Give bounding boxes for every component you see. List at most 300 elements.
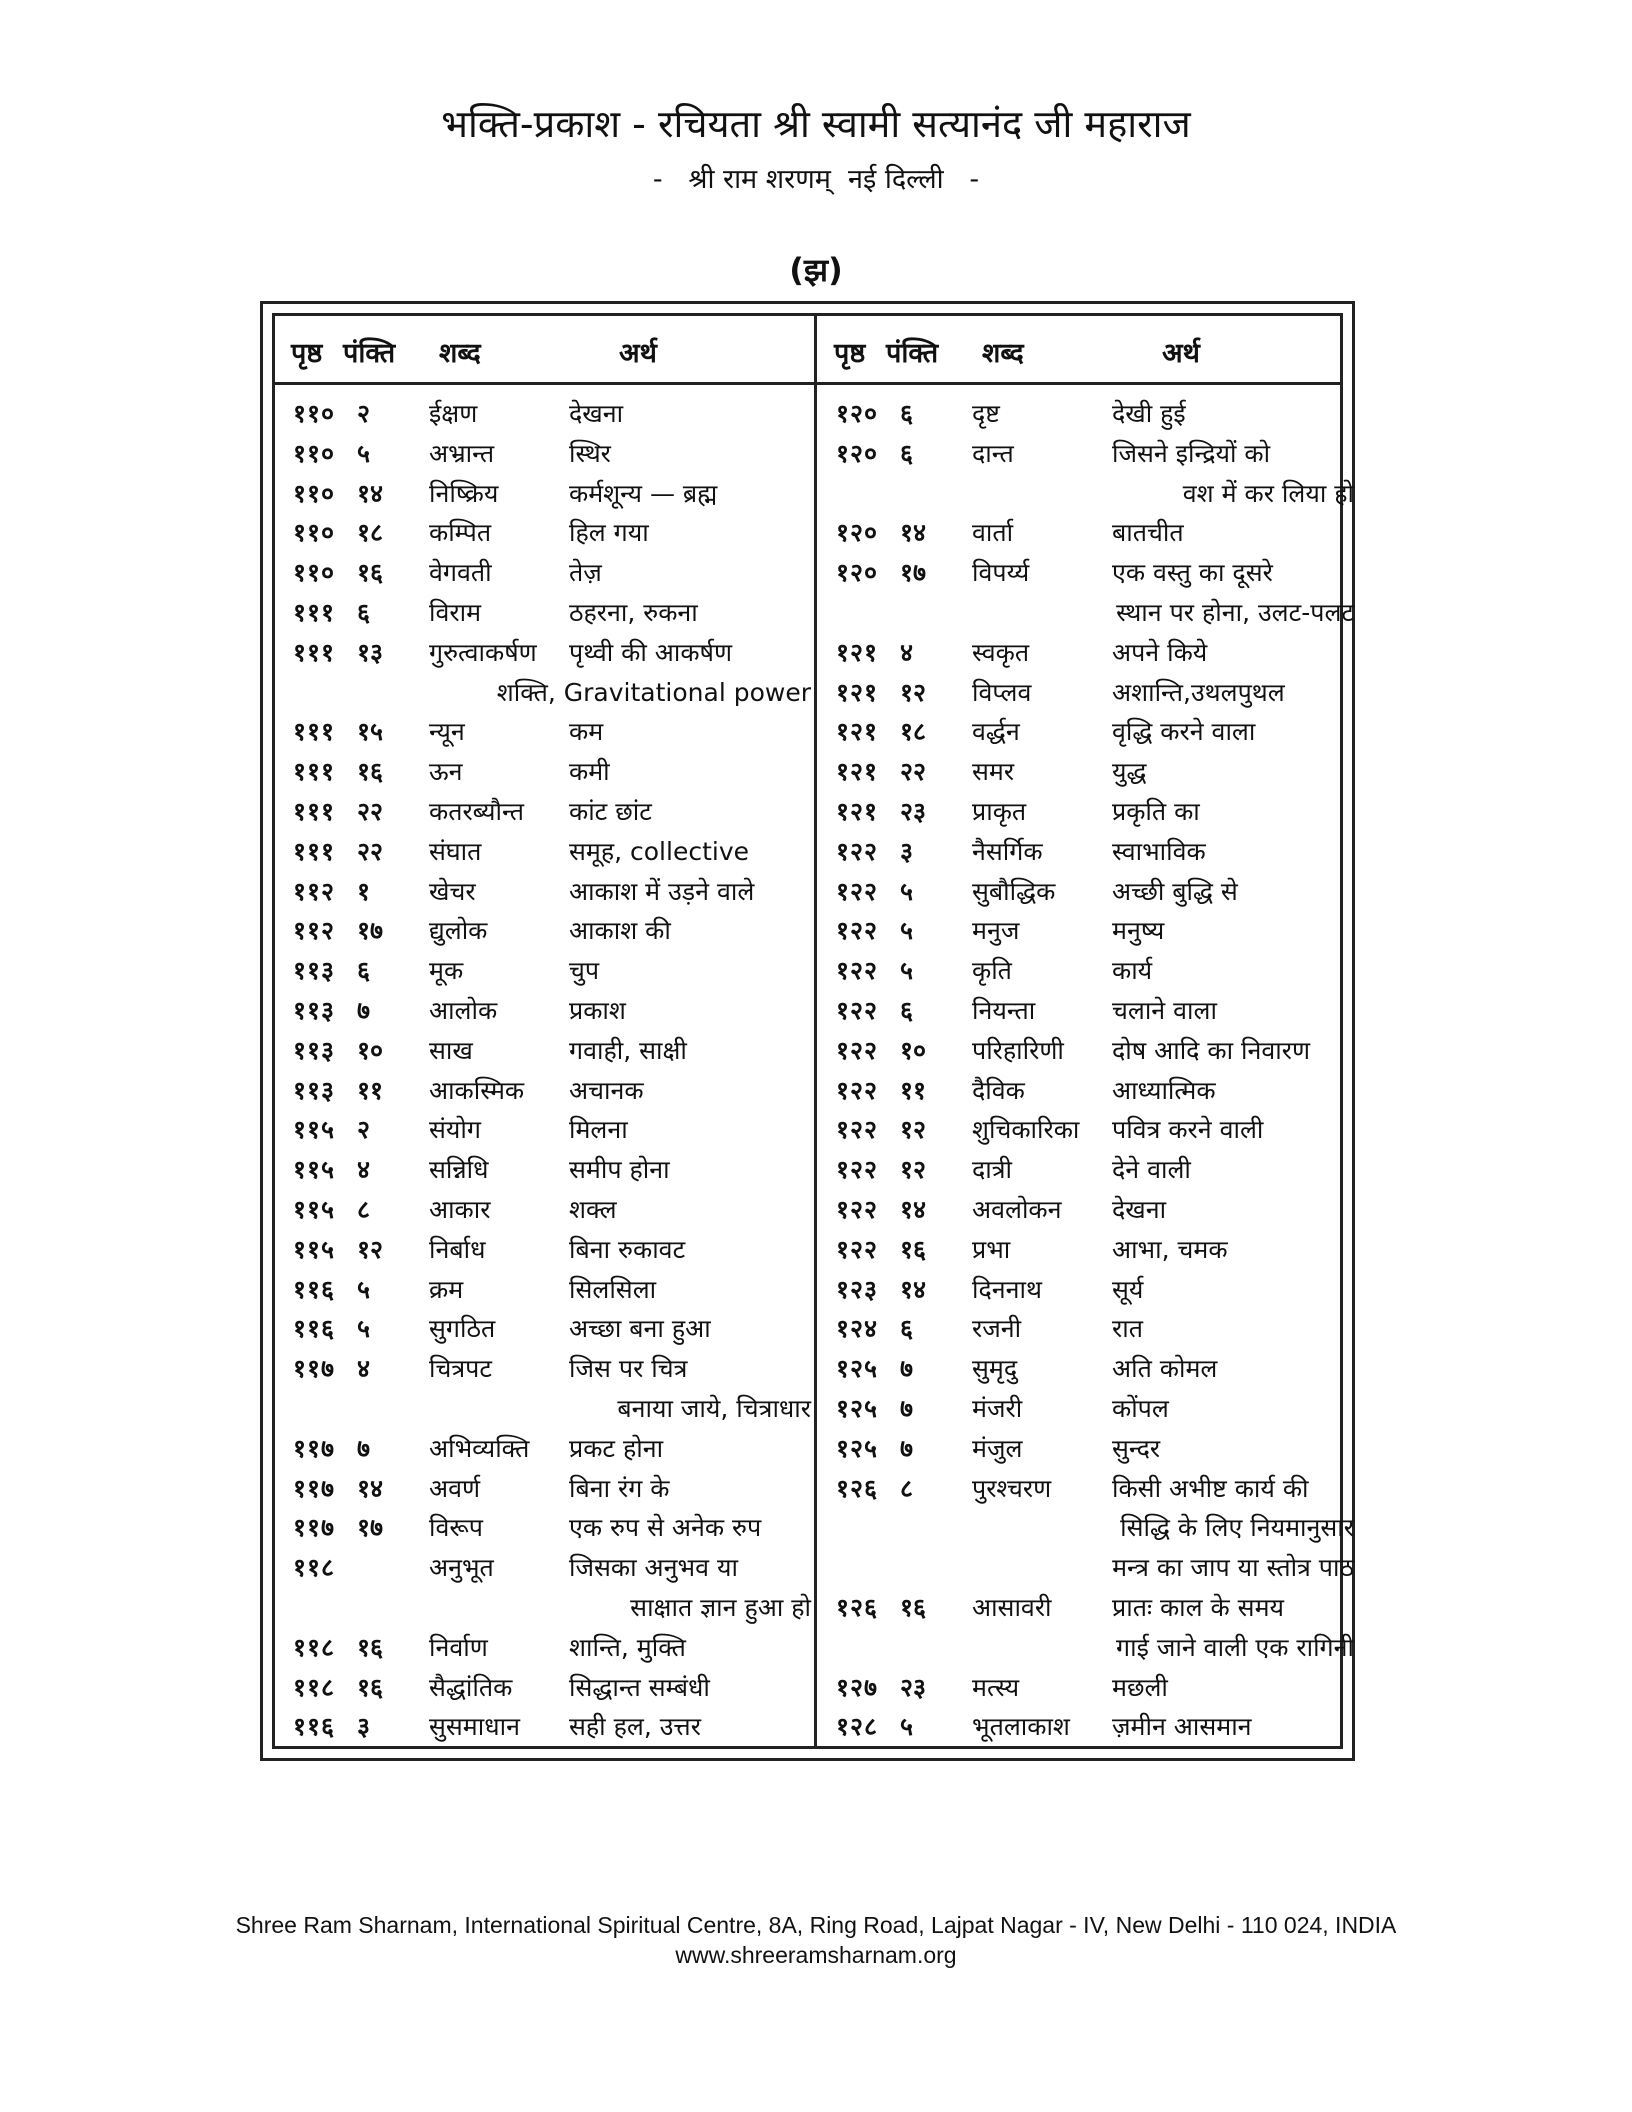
line-number: १२ bbox=[900, 1155, 927, 1185]
word-cell: ऊन bbox=[429, 757, 463, 787]
word-cell: निर्बाध bbox=[429, 1234, 486, 1264]
word-cell: नैसर्गिक bbox=[972, 836, 1043, 866]
table-row bbox=[822, 673, 1356, 713]
line-number: ५ bbox=[900, 876, 914, 906]
line-number: २२ bbox=[900, 757, 927, 787]
line-number: ५ bbox=[900, 956, 914, 986]
word-cell: चित्रपट bbox=[429, 1354, 492, 1384]
page-number: ११७ bbox=[293, 1473, 336, 1503]
word-cell: आसावरी bbox=[972, 1592, 1052, 1622]
page-number: १२२ bbox=[836, 836, 879, 866]
table-row bbox=[822, 394, 1356, 434]
line-number: १२ bbox=[357, 1234, 384, 1264]
line-number: ४ bbox=[900, 637, 914, 667]
meaning-cell: किसी अभीष्ट कार्य की bbox=[1112, 1473, 1309, 1503]
meaning-cell: मिलना bbox=[569, 1115, 628, 1145]
meaning-cell: हिल गया bbox=[569, 518, 649, 548]
line-number: १४ bbox=[900, 518, 927, 548]
line-number: १७ bbox=[357, 916, 384, 946]
word-cell: शुचिकारिका bbox=[972, 1115, 1080, 1145]
table-row bbox=[822, 513, 1356, 553]
page-number: ११० bbox=[293, 478, 336, 508]
meaning-continuation: सिद्धि के लिए नियमानुसार bbox=[1120, 1513, 1354, 1543]
line-number: १६ bbox=[357, 1632, 384, 1662]
table-row bbox=[279, 434, 813, 474]
table-row bbox=[279, 872, 813, 912]
left-rows bbox=[279, 394, 813, 1747]
header-divider bbox=[275, 382, 1340, 385]
word-cell: साख bbox=[429, 1035, 473, 1065]
table-row bbox=[279, 1429, 813, 1469]
col-header-word: शब्द bbox=[439, 337, 481, 369]
meaning-cell: पवित्र करने वाली bbox=[1112, 1115, 1264, 1145]
page-number: ११६ bbox=[293, 1314, 336, 1344]
line-number: १० bbox=[357, 1035, 384, 1065]
page-number: १११ bbox=[293, 836, 336, 866]
meaning-continuation: शक्ति, Gravitational power bbox=[496, 677, 811, 707]
word-cell: मंजुल bbox=[972, 1433, 1023, 1463]
page-number: ११८ bbox=[293, 1553, 336, 1583]
page-number: १२० bbox=[836, 438, 879, 468]
table-row bbox=[822, 792, 1356, 832]
line-number: २३ bbox=[900, 1672, 927, 1702]
line-number: १८ bbox=[900, 717, 927, 747]
page-number: १२१ bbox=[836, 757, 879, 787]
col-header-page: पृष्ठ bbox=[834, 337, 866, 369]
page-number: १२१ bbox=[836, 796, 879, 826]
meaning-continuation: मन्त्र का जाप या स्तोत्र पाठ bbox=[1112, 1553, 1354, 1583]
meaning-cell: आभा, चमक bbox=[1112, 1234, 1228, 1264]
line-number: २ bbox=[357, 1115, 371, 1145]
word-cell: दान्त bbox=[972, 438, 1014, 468]
glossary-table bbox=[260, 301, 1355, 1761]
line-number: ७ bbox=[900, 1393, 914, 1423]
table-row bbox=[822, 1230, 1356, 1270]
table-row bbox=[822, 553, 1356, 593]
line-number: ७ bbox=[900, 1433, 914, 1463]
table-row bbox=[822, 1190, 1356, 1230]
footer-url: www.shreeramsharnam.org bbox=[675, 1942, 957, 1968]
word-cell: न्यून bbox=[429, 717, 465, 747]
meaning-cell: प्रकट होना bbox=[569, 1433, 664, 1463]
table-row-continuation bbox=[279, 673, 813, 713]
word-cell: विराम bbox=[429, 597, 482, 627]
meaning-cell: शक्ल bbox=[569, 1194, 617, 1224]
meaning-cell: प्रकाश bbox=[569, 995, 626, 1025]
meaning-cell: तेज़ bbox=[569, 558, 602, 588]
line-number: ६ bbox=[357, 597, 371, 627]
meaning-cell: अशान्ति,उथलपुथल bbox=[1112, 677, 1285, 707]
line-number: ६ bbox=[900, 995, 914, 1025]
table-row bbox=[279, 712, 813, 752]
table-row bbox=[279, 1508, 813, 1548]
table-row bbox=[279, 1707, 813, 1747]
meaning-cell: कोंपल bbox=[1112, 1393, 1169, 1423]
word-cell: अवलोकन bbox=[972, 1194, 1062, 1224]
page-number: ११५ bbox=[293, 1234, 336, 1264]
meaning-cell: मनुष्य bbox=[1112, 916, 1165, 946]
table-row-continuation bbox=[822, 593, 1356, 633]
table-row bbox=[822, 1707, 1356, 1747]
page-number: ११३ bbox=[293, 1075, 336, 1105]
page-number: १२१ bbox=[836, 717, 879, 747]
page-title: भक्ति-प्रकाश - रचियता श्री स्वामी सत्यानंद जी महाराज bbox=[441, 102, 1191, 146]
meaning-cell: पृथ्वी की आकर्षण bbox=[569, 637, 733, 667]
line-number: २२ bbox=[357, 836, 384, 866]
word-cell: विरूप bbox=[429, 1513, 484, 1543]
line-number: १७ bbox=[357, 1513, 384, 1543]
page-number: १२२ bbox=[836, 1234, 879, 1264]
line-number: ४ bbox=[357, 1354, 371, 1384]
table-row bbox=[279, 1110, 813, 1150]
line-number: ५ bbox=[900, 1712, 914, 1742]
word-cell: संघात bbox=[429, 836, 482, 866]
line-number: १४ bbox=[900, 1194, 927, 1224]
line-number: ६ bbox=[900, 1314, 914, 1344]
word-cell: कतरब्यौन्त bbox=[429, 796, 524, 826]
word-cell: निर्वाण bbox=[429, 1632, 488, 1662]
meaning-cell: चुप bbox=[569, 956, 600, 986]
line-number: ८ bbox=[357, 1194, 371, 1224]
col-header-meaning: अर्थ bbox=[1162, 337, 1200, 369]
meaning-cell: प्रकृति का bbox=[1112, 796, 1200, 826]
line-number: २ bbox=[357, 399, 371, 428]
table-row bbox=[822, 951, 1356, 991]
line-number: ७ bbox=[900, 1354, 914, 1384]
word-cell: खेचर bbox=[429, 876, 476, 906]
page-number: १११ bbox=[293, 757, 336, 787]
table-row bbox=[279, 752, 813, 792]
word-cell: अभ्रान्त bbox=[429, 438, 495, 468]
meaning-cell: सूर्य bbox=[1112, 1274, 1144, 1304]
meaning-cell: शान्ति, मुक्ति bbox=[569, 1632, 686, 1662]
table-row bbox=[279, 911, 813, 951]
line-number: ३ bbox=[357, 1712, 371, 1742]
page-number: ११३ bbox=[293, 995, 336, 1025]
word-cell: वार्ता bbox=[972, 518, 1014, 548]
table-row-continuation bbox=[279, 1389, 813, 1429]
line-number: ५ bbox=[357, 438, 371, 468]
table-row bbox=[279, 1230, 813, 1270]
meaning-cell: अच्छी बुद्धि से bbox=[1112, 876, 1238, 906]
word-cell: संयोग bbox=[429, 1115, 481, 1145]
line-number: ५ bbox=[900, 916, 914, 946]
page-number: १२० bbox=[836, 399, 879, 428]
meaning-cell: एक रुप से अनेक रुप bbox=[569, 1513, 762, 1543]
meaning-cell: बिना रंग के bbox=[569, 1473, 670, 1503]
meaning-cell: जिसने इन्द्रियों को bbox=[1112, 438, 1271, 468]
page-subtitle: - श्री राम शरणम् नई दिल्ली - bbox=[652, 164, 980, 195]
meaning-cell: समीप होना bbox=[569, 1155, 670, 1185]
col-header-meaning: अर्थ bbox=[619, 337, 657, 369]
word-cell: ईक्षण bbox=[429, 399, 478, 428]
meaning-cell: कर्मशून्य — ब्रह्म bbox=[569, 478, 718, 508]
line-number: ११ bbox=[900, 1075, 927, 1105]
line-number: ६ bbox=[900, 399, 914, 428]
line-number: २३ bbox=[900, 796, 927, 826]
page-number: ११३ bbox=[293, 1035, 336, 1065]
page-number: ११८ bbox=[293, 1672, 336, 1702]
page-number: १११ bbox=[293, 597, 336, 627]
word-cell: विप्लव bbox=[972, 677, 1032, 707]
line-number: ७ bbox=[357, 1433, 371, 1463]
col-header-line: पंक्ति bbox=[343, 337, 396, 369]
page-number: १२५ bbox=[836, 1393, 879, 1423]
word-cell: नियन्ता bbox=[972, 995, 1036, 1025]
meaning-cell: समूह, collective bbox=[569, 836, 750, 866]
line-number: ६ bbox=[357, 956, 371, 986]
word-cell: अभिव्यक्ति bbox=[429, 1433, 530, 1463]
page-number: ११५ bbox=[293, 1115, 336, 1145]
meaning-cell: ज़मीन आसमान bbox=[1112, 1712, 1252, 1742]
meaning-cell: रात bbox=[1112, 1314, 1143, 1344]
page-number: १२२ bbox=[836, 1075, 879, 1105]
word-cell: सुमृदु bbox=[972, 1354, 1018, 1384]
table-row-continuation bbox=[822, 1508, 1356, 1548]
table-row bbox=[279, 474, 813, 514]
page-number: १२५ bbox=[836, 1354, 879, 1384]
line-number: १६ bbox=[357, 1672, 384, 1702]
word-cell: आलोक bbox=[429, 995, 498, 1025]
page-number: १२२ bbox=[836, 1035, 879, 1065]
word-cell: आकार bbox=[429, 1194, 491, 1224]
line-number: २२ bbox=[357, 796, 384, 826]
meaning-cell: स्वाभाविक bbox=[1112, 836, 1206, 866]
table-row bbox=[279, 1031, 813, 1071]
page-number: १२२ bbox=[836, 956, 879, 986]
word-cell: मनुज bbox=[972, 916, 1020, 946]
table-row bbox=[822, 712, 1356, 752]
meaning-cell: स्थिर bbox=[569, 438, 611, 468]
line-number: ४ bbox=[357, 1155, 371, 1185]
meaning-cell: अति कोमल bbox=[1112, 1354, 1218, 1384]
table-row-continuation bbox=[822, 474, 1356, 514]
word-cell: दैविक bbox=[972, 1075, 1025, 1105]
word-cell: निष्क्रिय bbox=[429, 478, 499, 508]
page-number: ११३ bbox=[293, 956, 336, 986]
table-row bbox=[279, 1309, 813, 1349]
word-cell: सुसमाधान bbox=[429, 1712, 520, 1742]
table-row bbox=[279, 1628, 813, 1668]
page-number: १२२ bbox=[836, 876, 879, 906]
word-cell: स्वकृत bbox=[972, 637, 1030, 667]
page-number: १२७ bbox=[836, 1672, 879, 1702]
page-number: १२१ bbox=[836, 677, 879, 707]
page-number: ११७ bbox=[293, 1354, 336, 1384]
page-number: १२० bbox=[836, 558, 879, 588]
col-header-line: पंक्ति bbox=[886, 337, 939, 369]
table-row bbox=[822, 1429, 1356, 1469]
glossary-table-inner bbox=[272, 313, 1354, 1749]
table-row bbox=[279, 513, 813, 553]
line-number: १ bbox=[357, 876, 371, 906]
meaning-cell: मछली bbox=[1112, 1672, 1168, 1702]
line-number: १२ bbox=[900, 1115, 927, 1145]
meaning-cell: युद्ध bbox=[1112, 757, 1147, 787]
table-row bbox=[279, 1349, 813, 1389]
table-row bbox=[279, 1071, 813, 1111]
page-number: ११० bbox=[293, 399, 336, 428]
table-row bbox=[822, 1668, 1356, 1708]
line-number: १२ bbox=[900, 677, 927, 707]
meaning-cell: आकाश में उड़ने वाले bbox=[569, 876, 755, 906]
line-number: १४ bbox=[357, 478, 384, 508]
meaning-cell: अपने किये bbox=[1112, 637, 1208, 667]
table-row bbox=[279, 1548, 813, 1588]
page-number: १११ bbox=[293, 717, 336, 747]
line-number: ५ bbox=[357, 1314, 371, 1344]
line-number: १६ bbox=[900, 1234, 927, 1264]
page-number: ११६ bbox=[293, 1274, 336, 1304]
table-row bbox=[279, 1668, 813, 1708]
page-number: १२२ bbox=[836, 1194, 879, 1224]
page-number: १२६ bbox=[836, 1473, 879, 1503]
word-cell: प्रभा bbox=[972, 1234, 1011, 1264]
meaning-cell: देखना bbox=[569, 399, 624, 428]
word-cell: सुगठित bbox=[429, 1314, 496, 1344]
page-number: १२२ bbox=[836, 916, 879, 946]
page-number: १२४ bbox=[836, 1314, 879, 1344]
word-cell: भूतलाकाश bbox=[972, 1712, 1070, 1742]
table-row bbox=[822, 434, 1356, 474]
word-cell: गुरुत्वाकर्षण bbox=[429, 637, 537, 667]
line-number: १४ bbox=[900, 1274, 927, 1304]
word-cell: प्राकृत bbox=[972, 796, 1027, 826]
meaning-cell: सिलसिला bbox=[569, 1274, 657, 1304]
column-divider bbox=[814, 316, 817, 1746]
meaning-cell: अचानक bbox=[569, 1075, 644, 1105]
page-number: १२० bbox=[836, 518, 879, 548]
table-row bbox=[279, 832, 813, 872]
table-row bbox=[822, 1588, 1356, 1628]
meaning-cell: सिद्धान्त सम्बंधी bbox=[569, 1672, 710, 1702]
meaning-cell: दोष आदि का निवारण bbox=[1112, 1035, 1311, 1065]
line-number: ८ bbox=[900, 1473, 914, 1503]
line-number: १६ bbox=[357, 558, 384, 588]
table-row bbox=[822, 911, 1356, 951]
table-row bbox=[279, 593, 813, 633]
table-row bbox=[279, 1469, 813, 1509]
meaning-cell: आध्यात्मिक bbox=[1112, 1075, 1216, 1105]
line-number: ३ bbox=[900, 836, 914, 866]
word-cell: कृति bbox=[972, 956, 1012, 986]
table-row-continuation bbox=[822, 1628, 1356, 1668]
page-number: १२२ bbox=[836, 1155, 879, 1185]
word-cell: सैद्धांतिक bbox=[429, 1672, 513, 1702]
word-cell: दृष्ट bbox=[972, 399, 1000, 428]
word-cell: परिहारिणी bbox=[972, 1035, 1064, 1065]
table-row bbox=[279, 951, 813, 991]
table-row bbox=[822, 832, 1356, 872]
table-row bbox=[822, 1071, 1356, 1111]
word-cell: समर bbox=[972, 757, 1015, 787]
table-row bbox=[279, 394, 813, 434]
table-row bbox=[822, 1031, 1356, 1071]
word-cell: कम्पित bbox=[429, 518, 492, 548]
meaning-cell: कार्य bbox=[1112, 956, 1153, 986]
word-cell: वेगवती bbox=[429, 558, 492, 588]
table-row-continuation bbox=[822, 1548, 1356, 1588]
table-row bbox=[822, 752, 1356, 792]
meaning-continuation: गाई जाने वाली एक रागिनी bbox=[1116, 1632, 1354, 1662]
page-number: ११२ bbox=[293, 916, 336, 946]
page-number: १२५ bbox=[836, 1433, 879, 1463]
table-row bbox=[822, 1349, 1356, 1389]
page-number: ११७ bbox=[293, 1433, 336, 1463]
meaning-continuation: बनाया जाये, चित्राधार bbox=[617, 1393, 811, 1423]
page-number: ११७ bbox=[293, 1513, 336, 1543]
meaning-cell: चलाने वाला bbox=[1112, 995, 1217, 1025]
word-cell: दिननाथ bbox=[972, 1274, 1042, 1304]
word-cell: विपर्य्य bbox=[972, 558, 1030, 588]
page-number: १२२ bbox=[836, 995, 879, 1025]
page-number: ११५ bbox=[293, 1155, 336, 1185]
table-row-continuation bbox=[279, 1588, 813, 1628]
line-number: ११ bbox=[357, 1075, 384, 1105]
meaning-cell: ठहरना, रुकना bbox=[569, 597, 698, 627]
line-number: १५ bbox=[357, 717, 384, 747]
right-rows bbox=[822, 394, 1356, 1747]
page-number: १२२ bbox=[836, 1115, 879, 1145]
table-row bbox=[279, 1270, 813, 1310]
col-header-page: पृष्ठ bbox=[291, 337, 323, 369]
word-cell: आकस्मिक bbox=[429, 1075, 525, 1105]
page-number: ११० bbox=[293, 518, 336, 548]
table-row bbox=[279, 1190, 813, 1230]
page-number: १११ bbox=[293, 796, 336, 826]
page-number: ११८ bbox=[293, 1632, 336, 1662]
line-number: ५ bbox=[357, 1274, 371, 1304]
table-row bbox=[822, 1270, 1356, 1310]
table-row bbox=[822, 872, 1356, 912]
word-cell: मूक bbox=[429, 956, 464, 986]
meaning-cell: कमी bbox=[569, 757, 610, 787]
meaning-cell: जिस पर चित्र bbox=[569, 1354, 688, 1384]
meaning-continuation: वश में कर लिया हो bbox=[1182, 478, 1354, 508]
meaning-cell: देखी हुई bbox=[1112, 399, 1186, 428]
word-cell: मंजरी bbox=[972, 1393, 1023, 1423]
page-number: ११० bbox=[293, 438, 336, 468]
meaning-cell: कांट छांट bbox=[569, 796, 652, 826]
line-number: १८ bbox=[357, 518, 384, 548]
meaning-cell: देखना bbox=[1112, 1194, 1167, 1224]
word-cell: क्रम bbox=[429, 1274, 464, 1304]
line-number: १० bbox=[900, 1035, 927, 1065]
section-mark: (झ) bbox=[789, 251, 843, 289]
meaning-cell: आकाश की bbox=[569, 916, 671, 946]
word-cell: पुरश्चरण bbox=[972, 1473, 1052, 1503]
line-number: ७ bbox=[357, 995, 371, 1025]
table-row bbox=[822, 1150, 1356, 1190]
table-row bbox=[822, 991, 1356, 1031]
table-row bbox=[822, 1309, 1356, 1349]
table-row bbox=[822, 633, 1356, 673]
table-row bbox=[279, 553, 813, 593]
meaning-cell: अच्छा बना हुआ bbox=[569, 1314, 711, 1344]
word-cell: दात्री bbox=[972, 1155, 1013, 1185]
page-number: १२१ bbox=[836, 637, 879, 667]
table-row bbox=[279, 633, 813, 673]
meaning-cell: वृद्धि करने वाला bbox=[1112, 717, 1256, 747]
meaning-cell: कम bbox=[569, 717, 604, 747]
line-number: १६ bbox=[900, 1592, 927, 1622]
table-row bbox=[822, 1469, 1356, 1509]
word-cell: मत्स्य bbox=[972, 1672, 1020, 1702]
page-number: ११६ bbox=[293, 1712, 336, 1742]
meaning-cell: गवाही, साक्षी bbox=[569, 1035, 687, 1065]
table-row bbox=[279, 1150, 813, 1190]
word-cell: सन्निधि bbox=[429, 1155, 489, 1185]
